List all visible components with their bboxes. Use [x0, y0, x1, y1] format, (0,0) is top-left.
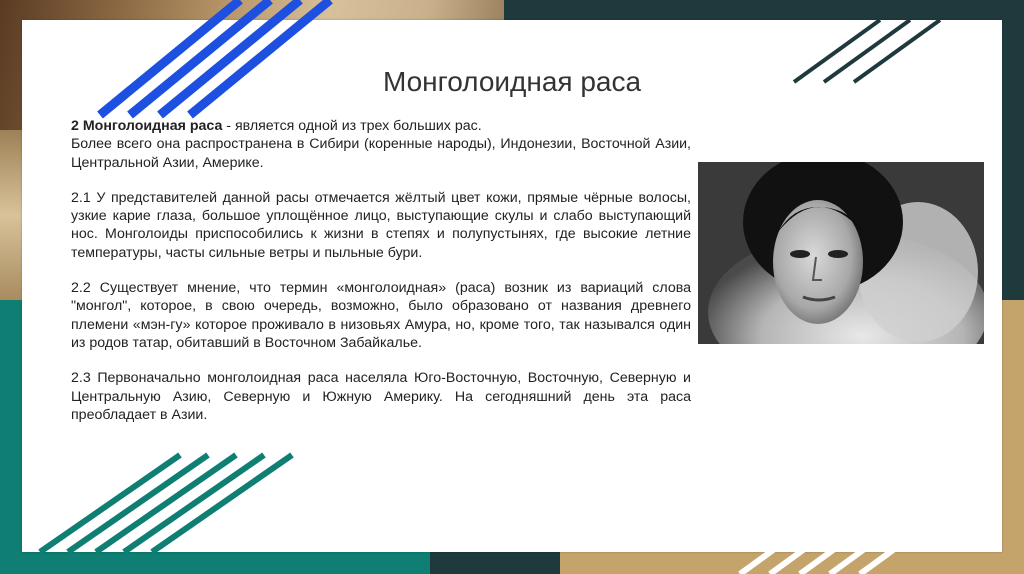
intro-bold-term: 2 Монголоидная раса [71, 118, 223, 134]
intro-line2: Более всего она распространена в Сибири (коренные народы), Индонезии, Восточной Азии, Центральной Азии, Америке. [71, 136, 691, 171]
intro-paragraph [71, 117, 691, 172]
slide-title: Монголоидная раса [382, 66, 642, 97]
paragraph-2-3: 2.3 Первоначально монголоидная раса населяла Юго-Восточную, Восточную, Северную и Центральную Азию, Северную и Южную Америку. На сегодняшний день эта раса преобладает в Азии. [71, 370, 691, 423]
teal-stripes-decoration [40, 455, 320, 555]
slide-body [71, 117, 691, 441]
intro-rest: - является одной из трех больших рас. [222, 118, 482, 134]
paragraph-2-1: 2.1 У представителей данной расы отмечается жёлтый цвет кожи, прямые чёрные волосы, узкие карие глаза, большое уплощённое лицо, выступающие скулы и слабо выступающий нос. Монголоиды приспособились к жизни в степях и полупустынях, где высокие летние температуры, часты сильные ветры и пыльные бури. [71, 189, 691, 261]
white-stripes-decoration [735, 545, 925, 574]
portrait-photo [698, 162, 984, 344]
blue-stripes-decoration [90, 0, 390, 120]
paragraph-2-2: 2.2 Существует мнение, что термин «монголоидная» (раса) возник из вариаций слова "монгол", которое, в свою очередь, возможно, было образовано от названия древнего племени «мэн-гу» которое проживало в низовьях Амура, но, кроме того, так назывался один из родов татар, обитавший в Восточном Забайкалье. [71, 280, 691, 351]
portrait-illustration [698, 162, 984, 344]
